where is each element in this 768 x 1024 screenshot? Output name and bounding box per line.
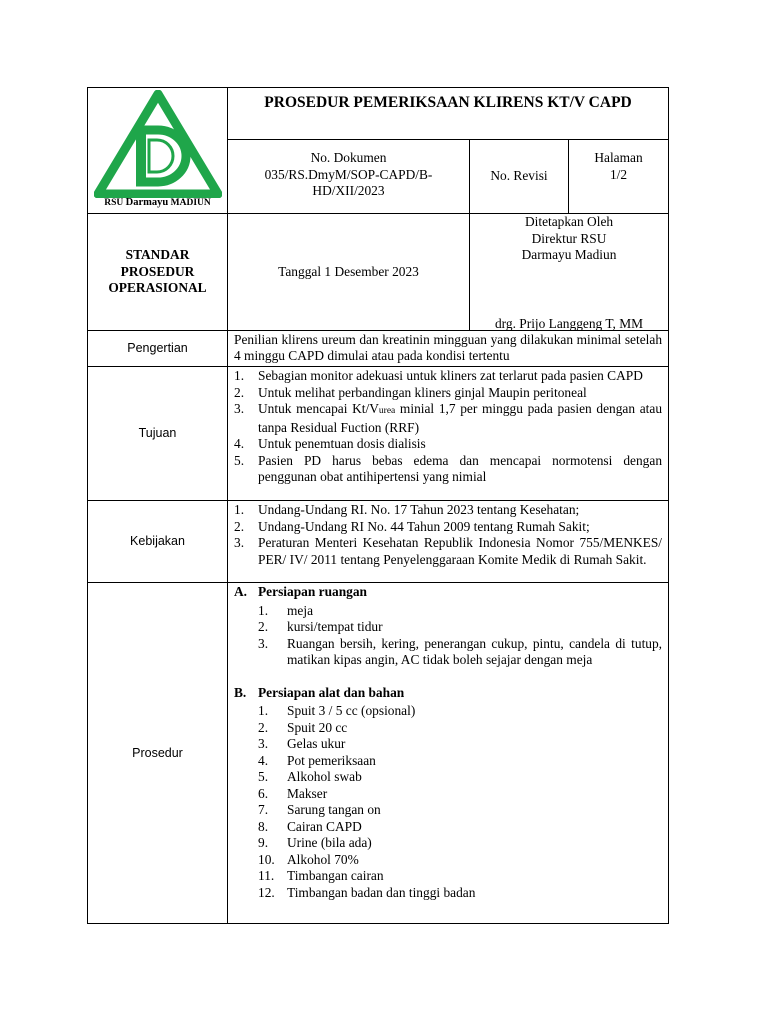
list-item: 4. Pot pemeriksaan <box>258 752 376 768</box>
sop-label-text: STANDAR PROSEDUR OPERASIONAL <box>108 247 207 296</box>
pengertian-label: Pengertian <box>88 331 228 367</box>
sop-table <box>87 87 669 924</box>
hospital-logo-cell <box>88 88 228 214</box>
list-item: 3. Peraturan Menteri Kesehatan Republik Indonesia Nomor 755/MENKES/ PER/ IV/ 2011 tentang Penyelenggaraan Komite Medik di Rumah Sakit. <box>234 535 663 567</box>
prosedur-label: Prosedur <box>88 583 228 924</box>
list-item: 3. Gelas ukur <box>258 736 346 751</box>
list-item: 12. Timbangan badan dan tinggi badan <box>258 884 476 900</box>
list-item: 7. Sarung tangan on <box>258 802 381 817</box>
kebijakan-label: Kebijakan <box>88 501 228 583</box>
tujuan-list <box>234 368 662 486</box>
list-item: 1. meja <box>258 602 314 618</box>
doc-number-cell <box>228 140 470 214</box>
sop-document <box>87 87 668 924</box>
kebijakan-list <box>234 502 662 568</box>
list-item: 5. Pasien PD harus bebas edema dan mencapai normotensi dengan penggunan obat antihipertensi yang nimial <box>234 452 663 484</box>
prosedur-section-a-heading: A. Persiapan ruangan <box>234 584 368 599</box>
list-item: 2. kursi/tempat tidur <box>258 619 383 634</box>
kebijakan-content <box>228 501 669 583</box>
prosedur-section-a-list <box>258 603 662 669</box>
tujuan-content <box>228 367 669 501</box>
doc-number-label: No. Dokumen <box>310 150 387 166</box>
list-item: 3. Ruangan bersih, kering, penerangan cukup, pintu, candela di tutup, matikan kipas angin, AC tidak boleh sejajar dengan meja <box>258 635 663 667</box>
list-item: 2. Undang-Undang RI No. 44 Tahun 2009 tentang Rumah Sakit; <box>234 518 590 534</box>
approval-cell <box>470 214 669 331</box>
list-item: 5. Alkohol swab <box>258 769 362 784</box>
list-item: 4. Untuk penemtuan dosis dialisis <box>234 436 426 451</box>
list-item: 8. Cairan CAPD <box>258 818 362 834</box>
approval-line1: Ditetapkan Oleh <box>524 214 614 229</box>
hospital-logo-text: RSU Darmayu MADIUN <box>104 196 211 208</box>
approval-line2: Direktur RSU Darmayu Madiun <box>521 230 617 262</box>
pengertian-text: Penilian klirens ureum dan kreatinin mingguan yang dilakukan minimal setelah 4 minggu CAPD dimulai atau pada kondisi tertentu <box>228 331 669 367</box>
list-item: 10. Alkohol 70% <box>258 851 359 867</box>
list-item: 2. Spuit 20 cc <box>258 719 348 735</box>
doc-number-value: 035/RS.DmyM/SOP-CAPD/B-HD/XII/2023 <box>264 166 433 199</box>
list-item: 9. Urine (bila ada) <box>258 835 372 850</box>
page-label: Halaman <box>594 150 643 166</box>
list-item: 2. Untuk melihat perbandingan kliners ginjal Maupin peritoneal <box>234 384 587 400</box>
list-item: 1. Spuit 3 / 5 cc (opsional) <box>258 703 416 718</box>
prosedur-content <box>228 583 669 924</box>
page-value: 1/2 <box>609 166 628 182</box>
list-item: 1. Undang-Undang RI. No. 17 Tahun 2023 tentang Kesehatan; <box>234 502 580 517</box>
approver-name: drg. Prijo Langgeng T, MM <box>494 315 644 331</box>
sop-label <box>88 214 228 331</box>
document-title: PROSEDUR PEMERIKSAAN KLIRENS KT/V CAPD <box>228 88 669 140</box>
page-cell <box>569 140 669 214</box>
revision-label: No. Revisi <box>470 140 569 214</box>
list-item: 1. Sebagian monitor adekuasi untuk kliners zat terlarut pada pasien CAPD <box>234 368 643 383</box>
list-item: 3. Untuk mencapai Kt/Vurea minial 1,7 per minggu pada pasien dengan atau tanpa Residual Fuction (RRF) <box>234 401 663 435</box>
prosedur-section-b-heading: B. Persiapan alat dan bahan <box>234 684 405 700</box>
tujuan-label: Tujuan <box>88 367 228 501</box>
effective-date: Tanggal 1 Desember 2023 <box>228 214 470 331</box>
hospital-logo-icon <box>94 90 222 198</box>
list-item: 11. Timbangan cairan <box>258 868 384 883</box>
prosedur-section-b-list <box>258 703 662 901</box>
list-item: 6. Makser <box>258 785 328 801</box>
